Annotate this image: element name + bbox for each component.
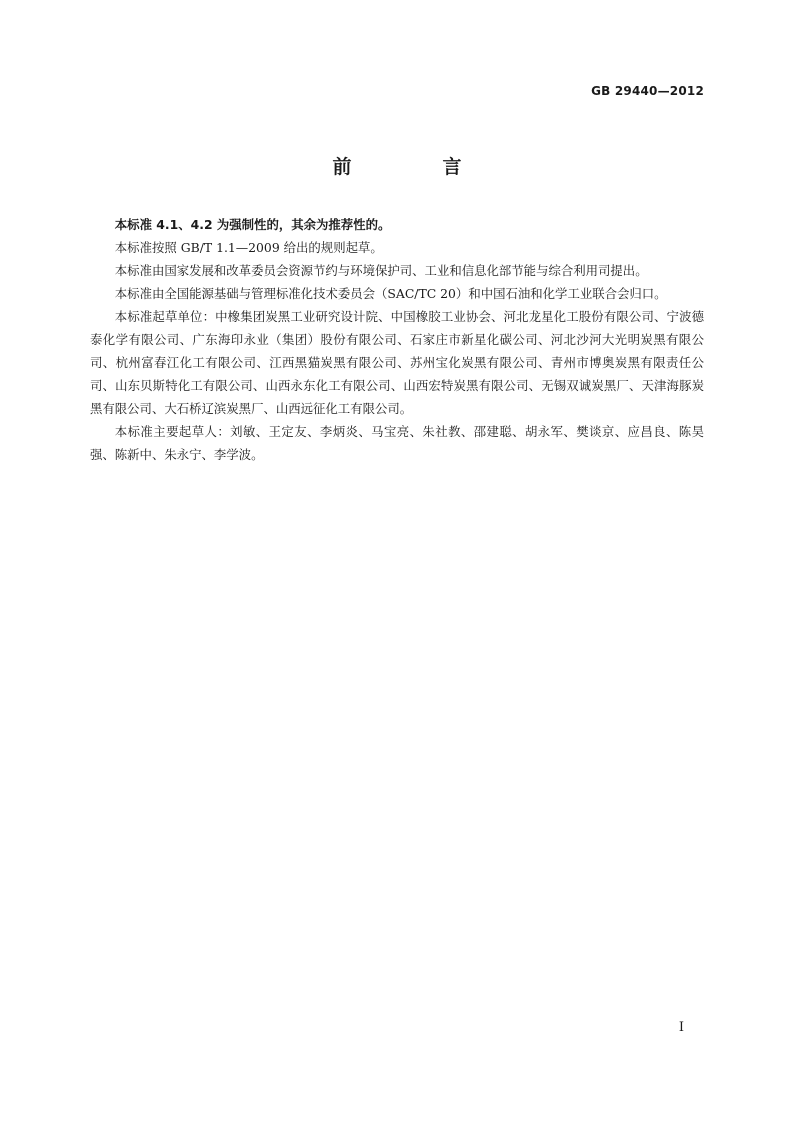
standard-code: GB 29440—2012	[591, 84, 704, 98]
mandatory-clause-paragraph: 本标准 4.1、4.2 为强制性的，其余为推荐性的。	[114, 217, 391, 232]
proposer-paragraph: 本标准由国家发展和改革委员会资源节约与环境保护司、工业和信息化部节能与综合利用司提出。	[114, 263, 648, 278]
page-number: I	[678, 1020, 684, 1035]
centralized-by-paragraph: 本标准由全国能源基础与管理标准化技术委员会（SAC/TC 20）和中国石油和化学工业联合会归口。	[114, 286, 667, 301]
drafters-paragraph: 本标准主要起草人：刘敏、王定友、李炳炎、马宝亮、朱社教、邵建聪、胡永军、樊谈京、应昌良、陈昊强、陈新中、朱永宁、李学波。	[90, 424, 704, 462]
foreword-body	[90, 213, 704, 466]
drafting-units-paragraph: 本标准起草单位：中橡集团炭黑工业研究设计院、中国橡胶工业协会、河北龙星化工股份有限公司、宁波德泰化学有限公司、广东海印永业（集团）股份有限公司、石家庄市新星化碳公司、河北沙河大光明炭黑有限公司、杭州富春江化工有限公司、江西黑猫炭黑有限公司、苏州宝化炭黑有限公司、青州市博奥炭黑有限责任公司、山东贝斯特化工有限公司、山西永东化工有限公司、山西宏特炭黑有限公司、无锡双诚炭黑厂、天津海豚炭黑有限公司、大石桥辽滨炭黑厂、山西远征化工有限公司。	[90, 309, 704, 416]
drafting-rules-paragraph: 本标准按照 GB/T 1.1—2009 给出的规则起草。	[114, 240, 383, 255]
page-title: 前 言	[332, 156, 498, 178]
